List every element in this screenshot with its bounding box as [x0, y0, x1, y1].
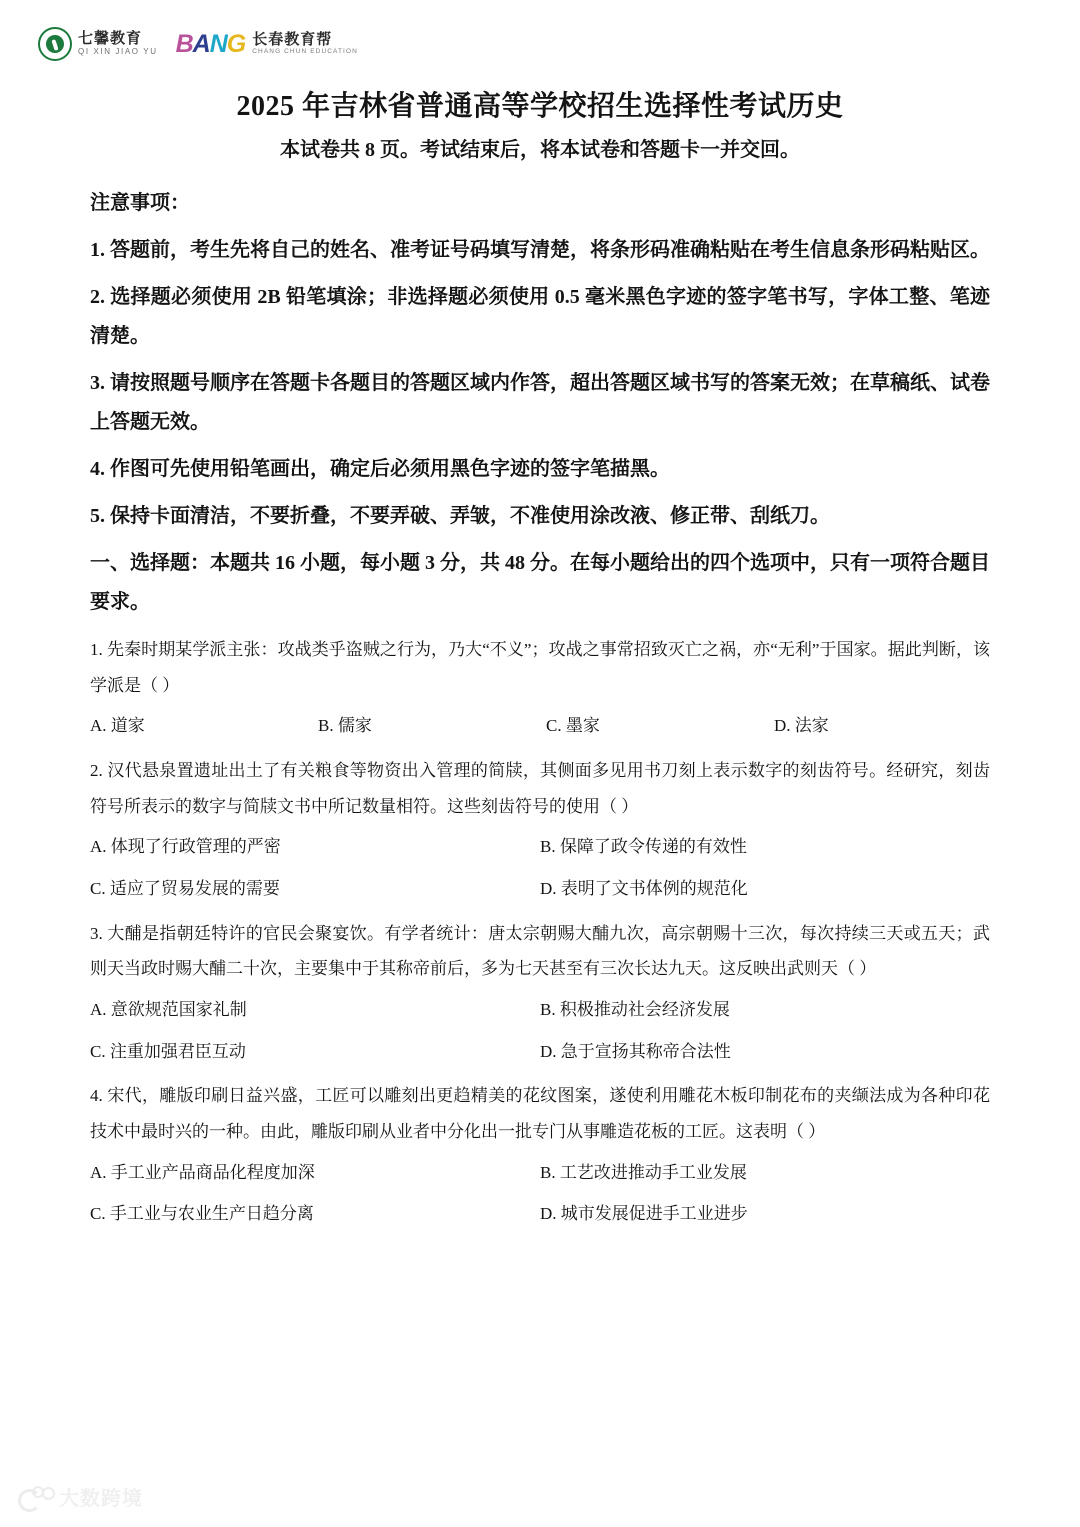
notice-heading: 注意事项：	[90, 192, 190, 214]
notice-item: 2. 选择题必须使用 2B 铅笔填涂；非选择题必须使用 0.5 毫米黑色字迹的签字笔书写，字体工整、笔迹清楚。	[90, 286, 990, 347]
option-group	[90, 989, 990, 1072]
option-d[interactable]: D. 法家	[774, 716, 829, 736]
footer-watermark	[18, 1482, 143, 1511]
question-block	[90, 916, 990, 1073]
page-title: 2025 年吉林省普通高等学校招生选择性考试历史	[236, 91, 844, 122]
notice-item: 4. 作图可先使用铅笔画出，确定后必须用黑色字迹的签字笔描黑。	[90, 458, 670, 480]
option-row	[90, 826, 990, 868]
bang-letter-a: A	[192, 29, 210, 58]
question-block	[90, 753, 990, 910]
option-group	[90, 826, 990, 909]
option-b[interactable]: B. 保障了政令传递的有效性	[540, 837, 747, 857]
qixin-logo-cn: 七馨教育	[78, 30, 143, 48]
option-a[interactable]: A. 意欲规范国家礼制	[90, 1000, 247, 1020]
option-row	[90, 705, 990, 747]
bang-letter-g: G	[226, 29, 246, 58]
qixin-logo-text	[78, 31, 158, 56]
question-stem: 3. 大酺是指朝廷特许的官民会聚宴饮。有学者统计：唐太宗朝赐大酺九次，高宗朝赐十三次，每次持续三天或五天；武则天当政时赐大酺二十次，主要集中于其称帝前后，多为七天甚至有三次长达九天。这反映出武则天（ ）	[90, 923, 990, 979]
option-b[interactable]: B. 儒家	[318, 716, 372, 736]
option-d[interactable]: D. 城市发展促进手工业进步	[540, 1204, 748, 1224]
bang-logo-text	[252, 32, 358, 57]
bang-letter-n: N	[209, 29, 227, 58]
page-subtitle: 本试卷共 8 页。考试结束后，将本试卷和答题卡一并交回。	[280, 139, 800, 161]
question-list	[90, 632, 990, 1235]
exam-paper-body	[90, 86, 990, 1241]
option-row	[90, 1152, 990, 1194]
qixin-logo	[38, 27, 158, 61]
qixin-logo-pinyin: QI XIN JIAO YU	[78, 47, 158, 57]
option-row	[90, 1193, 990, 1235]
option-a[interactable]: A. 体现了行政管理的严密	[90, 837, 281, 857]
header-logo-bar	[38, 26, 358, 62]
bang-letter-b: B	[175, 29, 193, 58]
notice-list	[90, 231, 990, 536]
option-group	[90, 1152, 990, 1235]
dashu-kuajing-logo-icon	[18, 1486, 52, 1508]
option-c[interactable]: C. 墨家	[546, 716, 600, 736]
section-heading-choice: 一、选择题：本题共 16 小题，每小题 3 分，共 48 分。在每小题给出的四个选项中，只有一项符合题目要求。	[90, 552, 990, 613]
question-block	[90, 632, 990, 747]
option-c[interactable]: C. 手工业与农业生产日趋分离	[90, 1204, 314, 1224]
watermark-text: 大数跨境	[59, 1488, 143, 1510]
option-b[interactable]: B. 积极推动社会经济发展	[540, 1000, 730, 1020]
question-stem: 4. 宋代，雕版印刷日益兴盛，工匠可以雕刻出更趋精美的花纹图案，遂使利用雕花木板印制花布的夹缬法成为各种印花技术中最时兴的一种。由此，雕版印刷从业者中分化出一批专门从事雕造花板的工匠。这表明（ ）	[90, 1086, 990, 1142]
option-row	[90, 1031, 990, 1073]
option-d[interactable]: D. 急于宣扬其称帝合法性	[540, 1041, 731, 1061]
bang-logo-pinyin: CHANG CHUN EDUCATION	[252, 48, 358, 56]
option-c[interactable]: C. 适应了贸易发展的需要	[90, 879, 280, 899]
bang-logo-cn: 长春教育帮	[252, 30, 333, 48]
sprout-circle-icon	[38, 27, 72, 61]
option-c[interactable]: C. 注重加强君臣互动	[90, 1041, 246, 1061]
option-group	[90, 705, 990, 747]
question-stem: 1. 先秦时期某学派主张：攻战类乎盗贼之行为，乃大“不义”；攻战之事常招致灭亡之祸，亦“无利”于国家。据此判断，该学派是（ ）	[90, 640, 990, 695]
option-row	[90, 989, 990, 1031]
option-d[interactable]: D. 表明了文书体例的规范化	[540, 879, 748, 899]
question-stem: 2. 汉代悬泉置遗址出土了有关粮食等物资出入管理的简牍，其侧面多见用书刀刻上表示数字的刻齿符号。经研究，刻齿符号所表示的数字与简牍文书中所记数量相符。这些刻齿符号的使用（ ）	[90, 761, 990, 816]
bang-wordmark	[175, 29, 246, 58]
bang-logo	[175, 29, 358, 58]
option-a[interactable]: A. 手工业产品商品化程度加深	[90, 1162, 315, 1182]
option-a[interactable]: A. 道家	[90, 716, 145, 736]
option-row	[90, 868, 990, 910]
notice-item: 1. 答题前，考生先将自己的姓名、准考证号码填写清楚，将条形码准确粘贴在考生信息条形码粘贴区。	[90, 239, 990, 261]
notice-item: 5. 保持卡面清洁，不要折叠，不要弄破、弄皱，不准使用涂改液、修正带、刮纸刀。	[90, 505, 830, 527]
notice-item: 3. 请按照题号顺序在答题卡各题目的答题区域内作答，超出答题区域书写的答案无效；在草稿纸、试卷上答题无效。	[90, 372, 990, 433]
question-block	[90, 1078, 990, 1235]
option-b[interactable]: B. 工艺改进推动手工业发展	[540, 1162, 747, 1182]
